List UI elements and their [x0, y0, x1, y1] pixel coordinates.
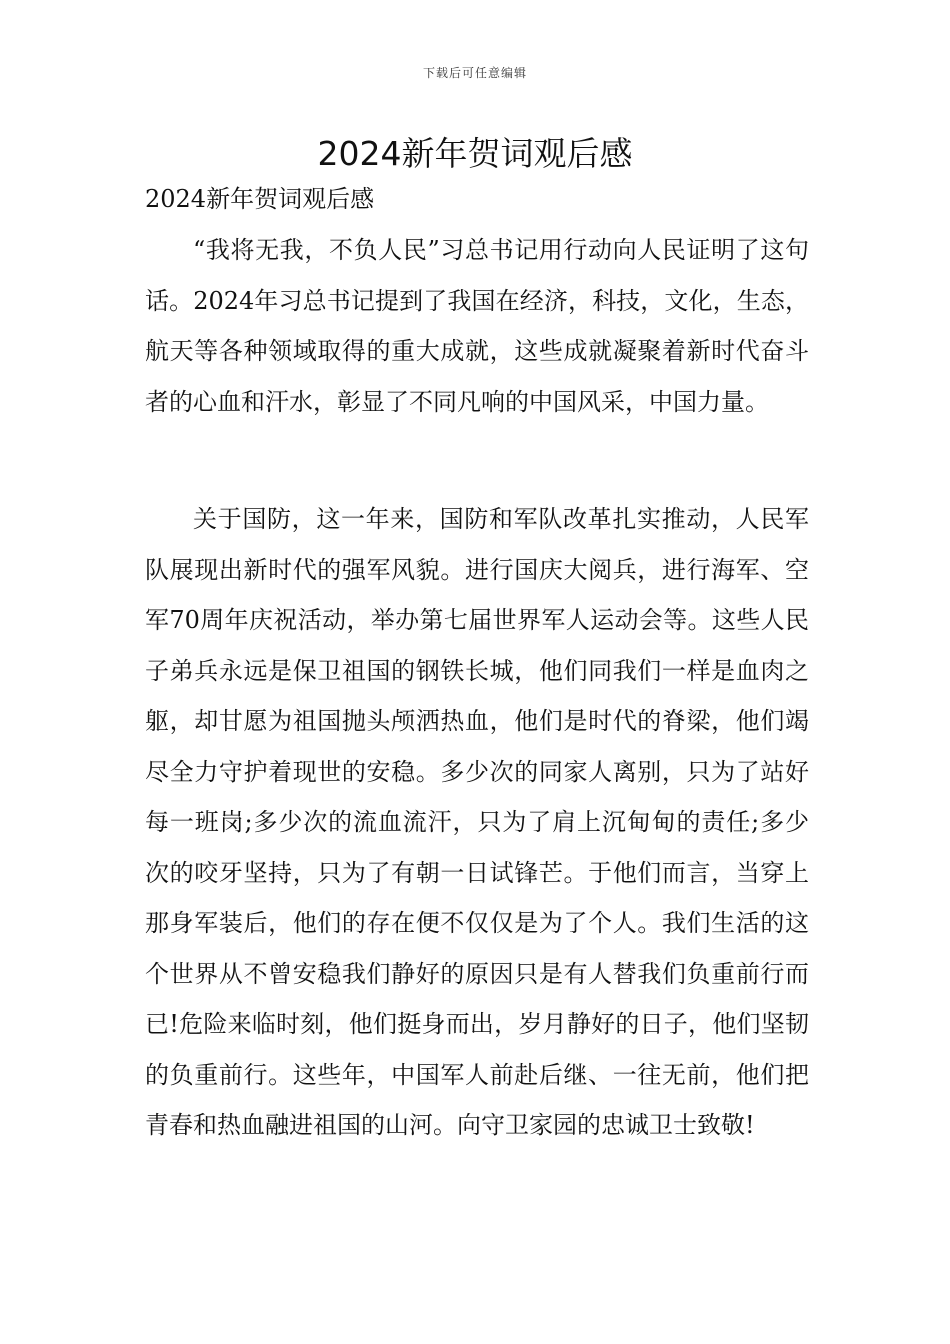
paragraph-1: “我将无我，不负人民”习总书记用行动向人民证明了这句话。2024年习总书记提到了我国在经济，科技，文化，生态，航天等各种领域取得的重大成就，这些成就凝聚着新时代奋斗者的心血和汗水，彰显了不同凡响的中国风采，中国力量。	[145, 236, 809, 416]
header-note: 下载后可任意编辑	[422, 66, 527, 80]
document-title: 2024新年贺词观后感	[317, 134, 633, 173]
document-subtitle: 2024新年贺词观后感	[145, 185, 375, 213]
document-body	[145, 180, 809, 1151]
paragraph-2: 关于国防，这一年来，国防和军队改革扎实推动，人民军队展现出新时代的强军风貌。进行国庆大阅兵，进行海军、空军70周年庆祝活动，举办第七届世界军人运动会等。这些人民子弟兵永远是保卫祖国的钢铁长城，他们同我们一样是血肉之躯，却甘愿为祖国抛头颅洒热血，他们是时代的脊梁，他们竭尽全力守护着现世的安稳。多少次的同家人离别，只为了站好每一班岗;多少次的流血流汗，只为了肩上沉甸甸的责任;多少次的咬牙坚持，只为了有朝一日试锋芒。于他们而言，当穿上那身军装后，他们的存在便不仅仅是为了个人。我们生活的这个世界从不曾安稳我们静好的原因只是有人替我们负重前行而已!危险来临时刻，他们挺身而出，岁月静好的日子，他们坚韧的负重前行。这些年，中国军人前赴后继、一往无前，他们把青春和热血融进祖国的山河。向守卫家园的忠诚卫士致敬!	[145, 505, 809, 1139]
